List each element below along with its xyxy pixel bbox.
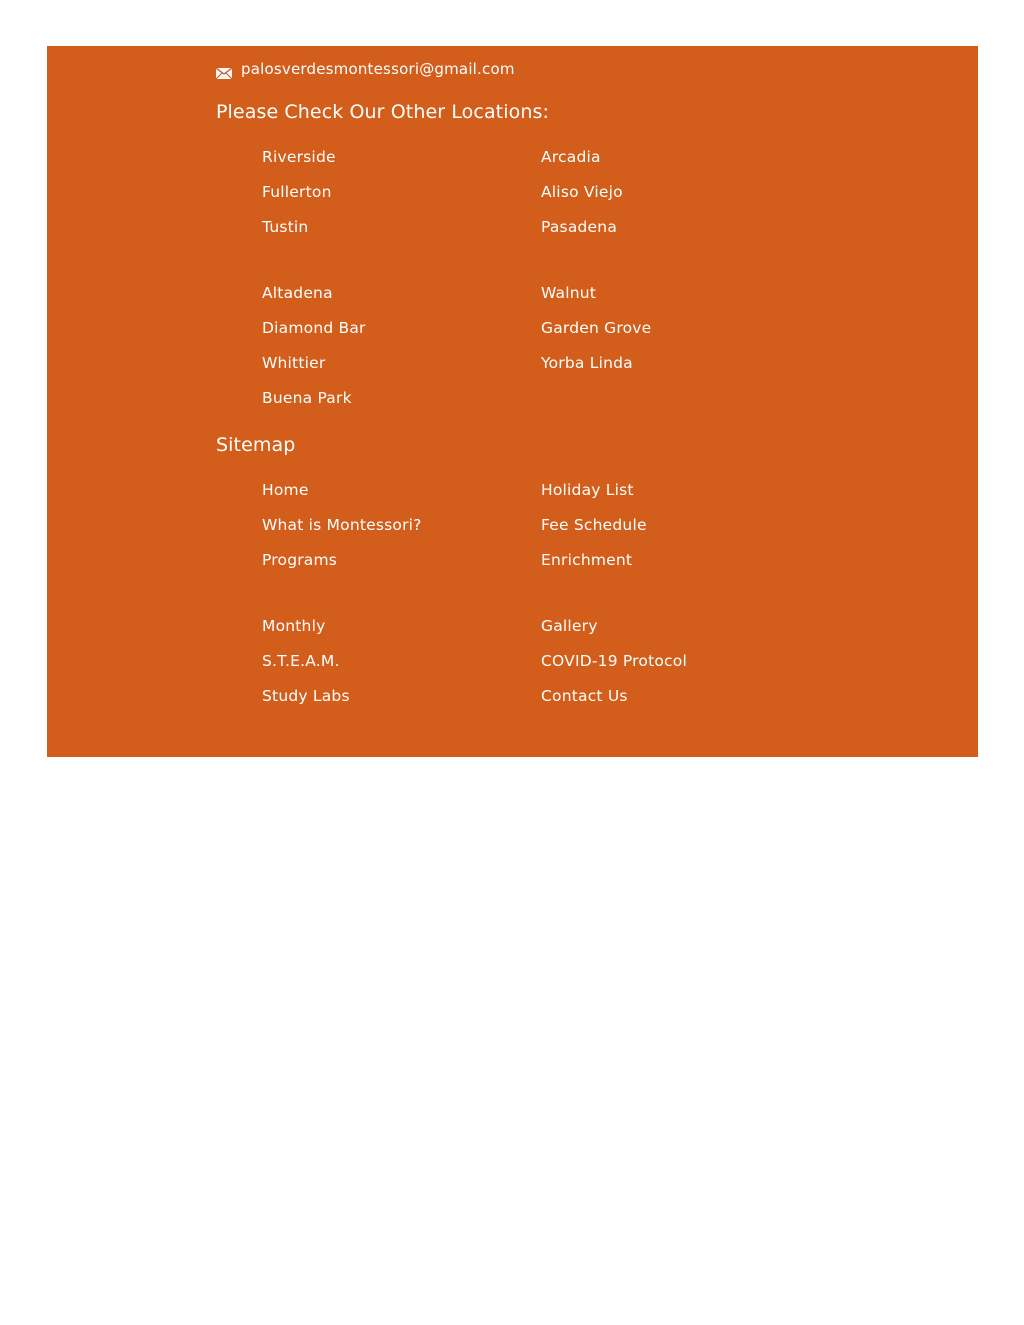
location-link-label[interactable]: Garden Grove — [541, 319, 652, 337]
location-link-label[interactable]: Tustin — [262, 218, 309, 236]
sitemap-link-label[interactable]: Holiday List — [541, 481, 634, 499]
location-link-label[interactable]: Whittier — [262, 354, 326, 372]
sitemap-link-label[interactable]: Monthly — [262, 617, 326, 635]
sitemap-link-monthly[interactable] — [262, 617, 325, 635]
location-link-label[interactable]: Yorba Linda — [541, 354, 633, 372]
location-link-label[interactable]: Walnut — [541, 284, 597, 302]
location-link-altadena[interactable] — [262, 284, 333, 302]
location-link-arcadia[interactable] — [541, 148, 601, 166]
location-link-label[interactable]: Fullerton — [262, 183, 332, 201]
sitemap-link-label[interactable]: Programs — [262, 551, 338, 569]
sitemap-link-label[interactable]: What is Montessori? — [262, 516, 422, 534]
locations-heading: Please Check Our Other Locations: — [216, 101, 549, 123]
sitemap-link-home[interactable] — [262, 481, 309, 499]
location-link-riverside[interactable] — [262, 148, 336, 166]
sitemap-link-gallery[interactable] — [541, 617, 598, 635]
site-footer — [47, 46, 978, 757]
sitemap-heading: Sitemap — [216, 434, 296, 456]
location-link-diamond-bar[interactable] — [262, 319, 366, 337]
location-link-tustin[interactable] — [262, 218, 308, 236]
location-link-label[interactable]: Arcadia — [541, 148, 601, 166]
location-link-label[interactable]: Altadena — [262, 284, 333, 302]
sitemap-link-covid-19-protocol[interactable] — [541, 652, 687, 670]
location-link-walnut[interactable] — [541, 284, 596, 302]
sitemap-link-label[interactable]: Study Labs — [262, 687, 350, 705]
location-link-label[interactable]: Aliso Viejo — [541, 183, 623, 201]
location-link-aliso-viejo[interactable] — [541, 183, 623, 201]
sitemap-link-label[interactable]: COVID-19 Protocol — [541, 652, 687, 670]
sitemap-link-holiday-list[interactable] — [541, 481, 634, 499]
location-link-label[interactable]: Buena Park — [262, 389, 352, 407]
location-link-buena-park[interactable] — [262, 389, 352, 407]
sitemap-link-label[interactable]: Contact Us — [541, 687, 628, 705]
location-link-label[interactable]: Riverside — [262, 148, 336, 166]
contact-email-row[interactable] — [216, 58, 515, 80]
sitemap-link-label[interactable]: Enrichment — [541, 551, 633, 569]
location-link-yorba-linda[interactable] — [541, 354, 633, 372]
location-link-garden-grove[interactable] — [541, 319, 651, 337]
sitemap-link-study-labs[interactable] — [262, 687, 350, 705]
sitemap-link-fee-schedule[interactable] — [541, 516, 647, 534]
location-link-label[interactable]: Pasadena — [541, 218, 618, 236]
sitemap-link-programs[interactable] — [262, 551, 337, 569]
sitemap-link-label[interactable]: Fee Schedule — [541, 516, 647, 534]
contact-email-link[interactable]: palosverdesmontessori@gmail.com — [241, 60, 515, 78]
sitemap-link-enrichment[interactable] — [541, 551, 632, 569]
location-link-whittier[interactable] — [262, 354, 325, 372]
envelope-icon — [216, 64, 232, 75]
sitemap-link-label[interactable]: Home — [262, 481, 309, 499]
sitemap-link-steam[interactable] — [262, 652, 340, 670]
location-link-pasadena[interactable] — [541, 218, 617, 236]
location-link-label[interactable]: Diamond Bar — [262, 319, 366, 337]
sitemap-link-contact-us[interactable] — [541, 687, 628, 705]
location-link-fullerton[interactable] — [262, 183, 332, 201]
sitemap-link-what-is-montessori[interactable] — [262, 516, 422, 534]
sitemap-link-label[interactable]: Gallery — [541, 617, 598, 635]
sitemap-link-label[interactable]: S.T.E.A.M. — [262, 652, 340, 670]
